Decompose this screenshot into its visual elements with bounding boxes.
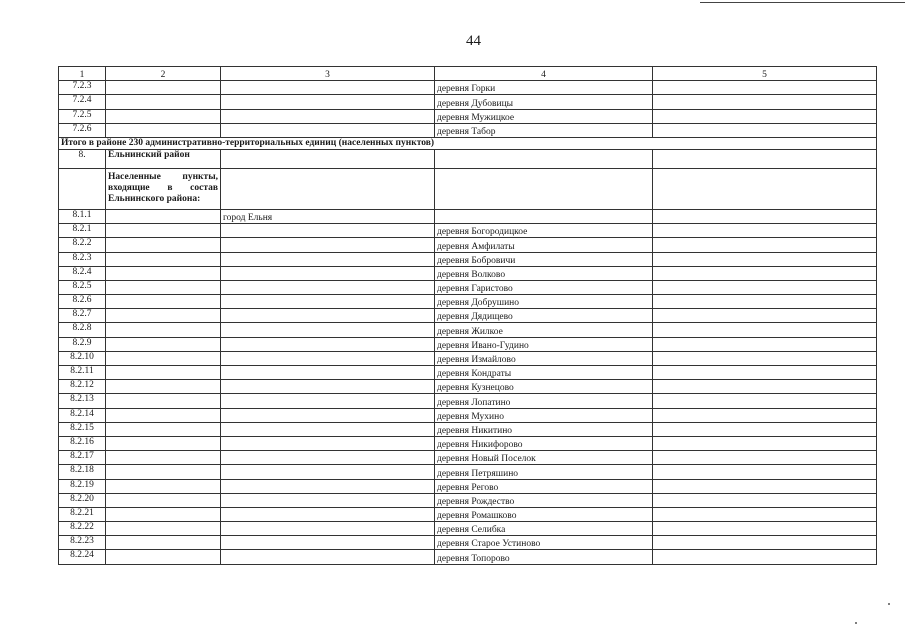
settlement-name: деревня Ивано-Гудино (435, 337, 653, 351)
row-number: 8.2.17 (59, 451, 106, 465)
row-number: 8.1.1 (59, 209, 106, 223)
empty-cell (653, 380, 877, 394)
empty-cell (106, 266, 221, 280)
table-row (59, 81, 877, 95)
table-row (59, 323, 877, 337)
settlement-name: деревня Волково (435, 266, 653, 280)
row-number: 7.2.5 (59, 109, 106, 123)
empty-cell (435, 209, 653, 223)
settlement-name: деревня Регово (435, 479, 653, 493)
settlement-name: деревня Кондраты (435, 366, 653, 380)
district-name: Ельнинский район (106, 149, 221, 168)
top-edge-rule (700, 2, 905, 3)
row-number: 8.2.19 (59, 479, 106, 493)
empty-cell (653, 408, 877, 422)
settlement-name: деревня Никифорово (435, 436, 653, 450)
empty-cell (653, 436, 877, 450)
settlement-name: деревня Мужицкое (435, 109, 653, 123)
subheading: Населенные пункты, входящие в состав Ельнинского района: (106, 168, 221, 209)
column-number-row (59, 67, 877, 81)
empty-cell (106, 323, 221, 337)
empty-cell (106, 309, 221, 323)
table-row (59, 550, 877, 564)
table-row (59, 522, 877, 536)
table-row (59, 380, 877, 394)
empty-cell (653, 451, 877, 465)
empty-cell (653, 252, 877, 266)
settlement-name: деревня Горки (435, 81, 653, 95)
subheading-row (59, 168, 877, 209)
row-number: 8.2.21 (59, 507, 106, 521)
table-row (59, 536, 877, 550)
empty-cell (106, 536, 221, 550)
table-row (59, 493, 877, 507)
empty-cell (106, 95, 221, 109)
empty-cell (653, 507, 877, 521)
empty-cell (221, 366, 435, 380)
table-row (59, 351, 877, 365)
empty-cell (653, 550, 877, 564)
table-row (59, 266, 877, 280)
empty-cell (653, 81, 877, 95)
row-number: 8.2.13 (59, 394, 106, 408)
empty-cell (106, 209, 221, 223)
empty-cell (653, 295, 877, 309)
row-number: 8.2.14 (59, 408, 106, 422)
table-row (59, 238, 877, 252)
page-number: 44 (466, 33, 481, 49)
district-summary-row (59, 137, 877, 149)
row-number: 8.2.8 (59, 323, 106, 337)
empty-cell (106, 351, 221, 365)
settlements-table (58, 66, 877, 565)
empty-cell (221, 337, 435, 351)
empty-cell (653, 351, 877, 365)
empty-cell (653, 366, 877, 380)
empty-cell (653, 123, 877, 137)
empty-cell (221, 380, 435, 394)
row-number: 8.2.18 (59, 465, 106, 479)
column-number: 3 (221, 67, 435, 81)
settlement-name: деревня Ромашково (435, 507, 653, 521)
empty-cell (653, 168, 877, 209)
row-number: 8.2.10 (59, 351, 106, 365)
empty-cell (653, 323, 877, 337)
empty-cell (221, 351, 435, 365)
empty-cell (221, 479, 435, 493)
table-row (59, 252, 877, 266)
row-number: 8.2.23 (59, 536, 106, 550)
row-number: 8.2.9 (59, 337, 106, 351)
empty-cell (106, 238, 221, 252)
empty-cell (221, 536, 435, 550)
empty-cell (221, 309, 435, 323)
settlement-name: деревня Бобровичи (435, 252, 653, 266)
table-row (59, 507, 877, 521)
settlement-name: город Ельня (221, 209, 435, 223)
empty-cell (653, 238, 877, 252)
table-row (59, 309, 877, 323)
empty-cell (221, 238, 435, 252)
empty-cell (653, 465, 877, 479)
row-number: 8.2.16 (59, 436, 106, 450)
empty-cell (653, 209, 877, 223)
table-row (59, 95, 877, 109)
district-summary: Итого в районе 230 административно-территориальных единиц (населенных пунктов) (59, 137, 877, 149)
settlement-name: деревня Жилкое (435, 323, 653, 337)
row-number: 7.2.4 (59, 95, 106, 109)
row-number: 8.2.4 (59, 266, 106, 280)
table-row (59, 422, 877, 436)
row-number: 8.2.20 (59, 493, 106, 507)
settlement-name: деревня Богородицкое (435, 224, 653, 238)
empty-cell (653, 109, 877, 123)
empty-cell (106, 465, 221, 479)
empty-cell (106, 380, 221, 394)
empty-cell (653, 337, 877, 351)
empty-cell (221, 266, 435, 280)
settlement-name: деревня Никитино (435, 422, 653, 436)
empty-cell (106, 123, 221, 137)
table-row (59, 109, 877, 123)
empty-cell (653, 394, 877, 408)
empty-cell (221, 493, 435, 507)
empty-cell (653, 536, 877, 550)
empty-cell (221, 149, 435, 168)
row-number: 8.2.3 (59, 252, 106, 266)
empty-cell (221, 123, 435, 137)
empty-cell (221, 224, 435, 238)
empty-cell (106, 550, 221, 564)
table-row (59, 209, 877, 223)
empty-cell (106, 493, 221, 507)
column-number: 1 (59, 67, 106, 81)
empty-cell (653, 95, 877, 109)
empty-cell (106, 408, 221, 422)
empty-cell (653, 280, 877, 294)
empty-cell (106, 337, 221, 351)
row-number: 8.2.2 (59, 238, 106, 252)
row-number: 8.2.6 (59, 295, 106, 309)
empty-cell (106, 295, 221, 309)
empty-cell (106, 479, 221, 493)
table-row (59, 123, 877, 137)
empty-cell (221, 280, 435, 294)
empty-cell (653, 422, 877, 436)
empty-cell (221, 81, 435, 95)
settlement-name: деревня Селибка (435, 522, 653, 536)
empty-cell (653, 522, 877, 536)
empty-cell (653, 224, 877, 238)
column-number: 2 (106, 67, 221, 81)
table-row (59, 436, 877, 450)
row-number: 8.2.1 (59, 224, 106, 238)
empty-cell (106, 366, 221, 380)
row-number: 8.2.24 (59, 550, 106, 564)
settlement-name: деревня Новый Поселок (435, 451, 653, 465)
empty-cell (221, 522, 435, 536)
table-row (59, 479, 877, 493)
empty-cell (221, 408, 435, 422)
empty-cell (221, 295, 435, 309)
empty-cell (106, 522, 221, 536)
table-row (59, 394, 877, 408)
row-number: 8.2.11 (59, 366, 106, 380)
settlement-name: деревня Табор (435, 123, 653, 137)
table-row (59, 280, 877, 294)
empty-cell (221, 323, 435, 337)
empty-cell (59, 168, 106, 209)
empty-cell (221, 168, 435, 209)
empty-cell (435, 168, 653, 209)
empty-cell (221, 95, 435, 109)
empty-cell (653, 266, 877, 280)
row-number: 8.2.15 (59, 422, 106, 436)
scan-speck (855, 622, 857, 624)
settlement-name: деревня Старое Устиново (435, 536, 653, 550)
empty-cell (106, 507, 221, 521)
settlement-name: деревня Амфилаты (435, 238, 653, 252)
column-number: 5 (653, 67, 877, 81)
table-row (59, 465, 877, 479)
empty-cell (221, 422, 435, 436)
settlement-name: деревня Петряшино (435, 465, 653, 479)
settlement-name: деревня Рождество (435, 493, 653, 507)
table-row (59, 224, 877, 238)
row-number: 8.2.7 (59, 309, 106, 323)
settlement-name: деревня Лопатино (435, 394, 653, 408)
empty-cell (653, 493, 877, 507)
settlement-name: деревня Измайлово (435, 351, 653, 365)
empty-cell (106, 81, 221, 95)
empty-cell (221, 436, 435, 450)
empty-cell (653, 309, 877, 323)
empty-cell (221, 465, 435, 479)
settlement-name: деревня Кузнецово (435, 380, 653, 394)
settlement-name: деревня Мухино (435, 408, 653, 422)
empty-cell (653, 149, 877, 168)
empty-cell (106, 436, 221, 450)
empty-cell (221, 109, 435, 123)
column-number: 4 (435, 67, 653, 81)
settlement-name: деревня Дядищево (435, 309, 653, 323)
row-number: 7.2.3 (59, 81, 106, 95)
settlement-name: деревня Дубовицы (435, 95, 653, 109)
table-row (59, 295, 877, 309)
scan-speck (888, 603, 890, 605)
row-number: 7.2.6 (59, 123, 106, 137)
district-row (59, 149, 877, 168)
empty-cell (106, 394, 221, 408)
empty-cell (221, 252, 435, 266)
row-number: 8.2.12 (59, 380, 106, 394)
settlement-name: деревня Топорово (435, 550, 653, 564)
settlement-name: деревня Добрушино (435, 295, 653, 309)
empty-cell (221, 550, 435, 564)
empty-cell (435, 149, 653, 168)
empty-cell (106, 422, 221, 436)
empty-cell (221, 451, 435, 465)
empty-cell (653, 479, 877, 493)
empty-cell (221, 394, 435, 408)
empty-cell (221, 507, 435, 521)
district-number: 8. (59, 149, 106, 168)
row-number: 8.2.5 (59, 280, 106, 294)
settlement-name: деревня Гаристово (435, 280, 653, 294)
empty-cell (106, 280, 221, 294)
empty-cell (106, 451, 221, 465)
table-row (59, 451, 877, 465)
row-number: 8.2.22 (59, 522, 106, 536)
empty-cell (106, 224, 221, 238)
table-row (59, 337, 877, 351)
table-row (59, 408, 877, 422)
table-row (59, 366, 877, 380)
empty-cell (106, 252, 221, 266)
empty-cell (106, 109, 221, 123)
